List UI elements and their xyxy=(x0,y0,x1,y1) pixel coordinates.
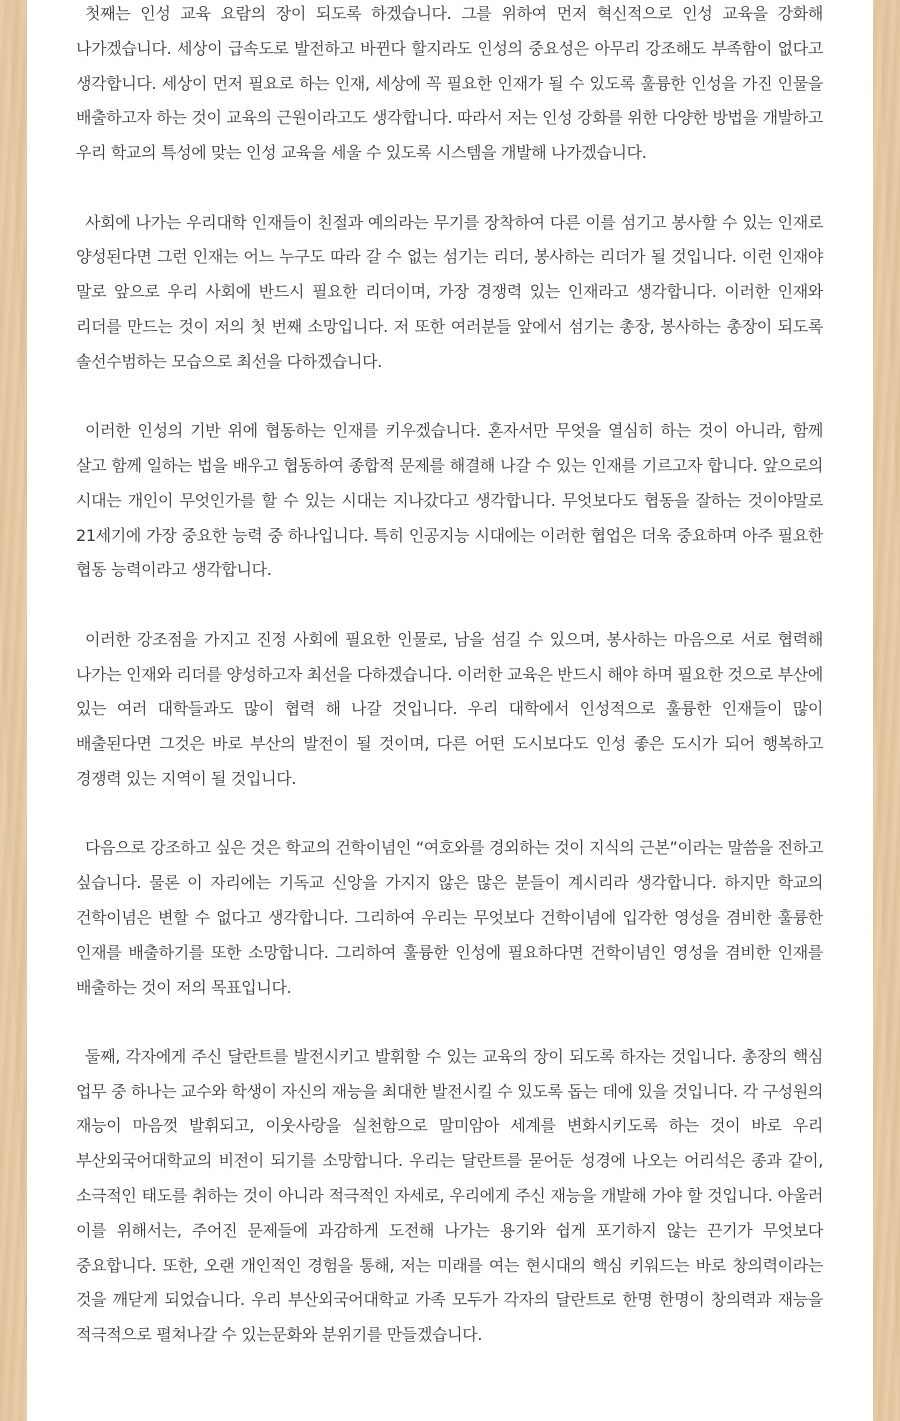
paragraph-6: 둘째, 각자에게 주신 달란트를 발전시키고 발휘할 수 있는 교육의 장이 되도록 하자는 것입니다. 총장의 핵심 업무 중 하나는 교수와 학생이 자신의 재능을 최대한 발전시킬 수 있도록 돕는 데에 있을 것입니다. 각 구성원의 재능이 마음껏 발휘되고, 이웃사랑을 실천함으로 말미암아 세계를 변화시키도록 하는 것이 바로 우리 부산외국어대학교의 비전이 되기를 소망합니다. 우리는 달란트를 묻어둔 성경에 나오는 어리석은 종과 같이, 소극적인 태도를 취하는 것이 아니라 적극적인 자세로, 우리에게 주신 재능을 개발해 가야 할 것입니다. 아울러 이를 위해서는, 주어진 문제들에 과감하게 도전해 나가는 용기와 쉽게 포기하지 않는 끈기가 무엇보다 중요합니다. 또한, 오랜 개인적인 경험을 통해, 저는 미래를 여는 현시대의 핵심 키워드는 바로 창의력이라는 것을 깨닫게 되었습니다. 우리 부산외국어대학교 가족 모두가 각자의 달란트로 한명 한명이 창의력과 재능을 적극적으로 펼쳐나갈 수 있는문화와 분위기를 만들겠습니다. xyxy=(76,1046,823,1345)
paragraph-5: 다음으로 강조하고 싶은 것은 학교의 건학이념인 “여호와를 경외하는 것이 지식의 근본”이라는 말씀을 전하고 싶습니다. 물론 이 자리에는 기독교 신앙을 가지지 않은 많은 분들이 계시리라 생각합니다. 하지만 학교의 건학이념은 변할 수 없다고 생각합니다. 그리하여 우리는 무엇보다 건학이념에 입각한 영성을 겸비한 훌륭한 인재를 배출하기를 또한 소망합니다. 그리하여 훌륭한 인성에 필요하다면 건학이념인 영성을 겸비한 인재를 배출하는 것이 저의 목표입니다. xyxy=(76,838,823,997)
paragraph-2: 사회에 나가는 우리대학 인재들이 친절과 예의라는 무기를 장착하여 다른 이를 섬기고 봉사할 수 있는 인재로 양성된다면 그런 인재는 어느 누구도 따라 갈 수 없는 섬기는 리더, 봉사하는 리더가 될 것입니다. 이런 인재야 말로 앞으로 우리 사회에 반드시 필요한 리더이며, 가장 경쟁력 있는 인재라고 생각합니다. 이러한 인재와 리더를 만드는 것이 저의 첫 번째 소망입니다. 저 또한 여러분들 앞에서 섬기는 총장, 봉사하는 총장이 되도록 솔선수범하는 모습으로 최선을 다하겠습니다. xyxy=(76,212,823,371)
document-page xyxy=(27,0,873,1421)
paragraph-3: 이러한 인성의 기반 위에 협동하는 인재를 키우겠습니다. 혼자서만 무엇을 열심히 하는 것이 아니라, 함께 살고 함께 일하는 법을 배우고 협동하여 종합적 문제를 해결해 나갈 수 있는 인재를 기르고자 합니다. 앞으로의 시대는 개인이 무엇인가를 할 수 있는 시대는 지나갔다고 생각합니다. 무엇보다도 협동을 잘하는 것이야말로 21세기에 가장 중요한 능력 중 하나입니다. 특히 인공지능 시대에는 이러한 협업은 더욱 중요하며 아주 필요한 협동 능력이라고 생각합니다. xyxy=(76,421,823,580)
paragraph-1: 첫째는 인성 교육 요람의 장이 되도록 하겠습니다. 그를 위하여 먼저 혁신적으로 인성 교육을 강화해 나가겠습니다. 세상이 급속도로 발전하고 바뀐다 할지라도 인성의 중요성은 아무리 강조해도 부족함이 없다고 생각합니다. 세상이 먼저 필요로 하는 인재, 세상에 꼭 필요한 인재가 될 수 있도록 훌륭한 인성을 가진 인물을 배출하고자 하는 것이 교육의 근원이라고도 생각합니다. 따라서 저는 인성 강화를 위한 다양한 방법을 개발하고 우리 학교의 특성에 맞는 인성 교육을 세울 수 있도록 시스템을 개발해 나가겠습니다. xyxy=(76,4,823,163)
paragraph-4: 이러한 강조점을 가지고 진정 사회에 필요한 인물로, 남을 섬길 수 있으며, 봉사하는 마음으로 서로 협력해 나가는 인재와 리더를 양성하고자 최선을 다하겠습니다. 이러한 교육은 반드시 해야 하며 필요한 것으로 부산에 있는 여러 대학들과도 많이 협력 해 나갈 것입니다. 우리 대학에서 인성적으로 훌륭한 인재들이 많이 배출된다면 그것은 바로 부산의 발전이 될 것이며, 다른 어떤 도시보다도 인성 좋은 도시가 되어 행복하고 경쟁력 있는 지역이 될 것입니다. xyxy=(76,629,823,788)
